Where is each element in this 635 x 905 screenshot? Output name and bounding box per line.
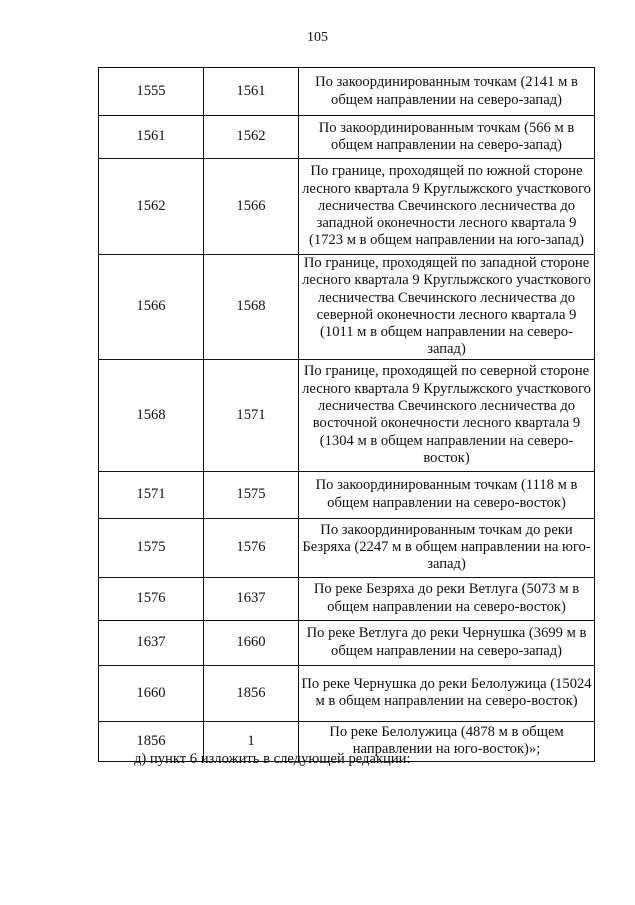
table-row (99, 620, 595, 665)
boundary-description-cell: По закоординированным точкам (2141 м в общем направлении на северо-запад) (299, 68, 595, 116)
to-point-cell: 1566 (204, 159, 299, 255)
to-point-cell: 1660 (204, 620, 299, 665)
page-number: 105 (307, 30, 328, 45)
table-row (99, 255, 595, 360)
table-body (99, 68, 595, 762)
to-point-cell: 1568 (204, 255, 299, 360)
to-point-cell: 1856 (204, 665, 299, 721)
from-point-cell: 1576 (99, 577, 204, 620)
from-point-cell: 1555 (99, 68, 204, 116)
boundary-description-cell: По границе, проходящей по западной стороне лесного квартала 9 Круглыжского участкового лесничества Свечинского лесничества до северной оконечности лесного квартала 9 (1011 м в общем направлении на северо-запад) (299, 255, 595, 360)
from-point-cell: 1856 (99, 721, 204, 761)
amendment-text: д) пункт 6 изложить в следующей редакции: (134, 751, 411, 767)
boundary-description-cell: По реке Ветлуга до реки Чернушка (3699 м в общем направлении на северо-запад) (299, 620, 595, 665)
to-point-cell: 1 (204, 721, 299, 761)
from-point-cell: 1660 (99, 665, 204, 721)
boundary-description-cell: По закоординированным точкам (566 м в общем направлении на северо-запад) (299, 116, 595, 159)
from-point-cell: 1562 (99, 159, 204, 255)
to-point-cell: 1562 (204, 116, 299, 159)
boundary-description-cell: По реке Белолужица (4878 м в общем направлении на юго-восток)»; (299, 721, 595, 761)
from-point-cell: 1566 (99, 255, 204, 360)
table-row (99, 518, 595, 577)
boundary-description-cell: По реке Безряха до реки Ветлуга (5073 м в общем направлении на северо-восток) (299, 577, 595, 620)
to-point-cell: 1575 (204, 471, 299, 518)
to-point-cell: 1571 (204, 359, 299, 471)
to-point-cell: 1561 (204, 68, 299, 116)
boundary-description-cell: По реке Чернушка до реки Белолужица (15024 м в общем направлении на северо-восток) (299, 665, 595, 721)
boundary-description-cell: По границе, проходящей по южной стороне лесного квартала 9 Круглыжского участкового лесничества Свечинского лесничества до западной оконечности лесного квартала 9 (1723 м в общем направлении на юго-запад) (299, 159, 595, 255)
from-point-cell: 1568 (99, 359, 204, 471)
table-row (99, 471, 595, 518)
from-point-cell: 1637 (99, 620, 204, 665)
boundary-description-cell: По закоординированным точкам до реки Безряха (2247 м в общем направлении на юго-запад) (299, 518, 595, 577)
table-row (99, 665, 595, 721)
to-point-cell: 1576 (204, 518, 299, 577)
table-row (99, 116, 595, 159)
table-row (99, 68, 595, 116)
boundary-description-cell: По границе, проходящей по северной стороне лесного квартала 9 Круглыжского участкового лесничества Свечинского лесничества до восточной оконечности лесного квартала 9 (1304 м в общем направлении на северо-восток) (299, 359, 595, 471)
table-row (99, 159, 595, 255)
boundary-points-table (98, 67, 595, 762)
table-row (99, 359, 595, 471)
table-row (99, 577, 595, 620)
from-point-cell: 1561 (99, 116, 204, 159)
from-point-cell: 1575 (99, 518, 204, 577)
to-point-cell: 1637 (204, 577, 299, 620)
from-point-cell: 1571 (99, 471, 204, 518)
boundary-description-cell: По закоординированным точкам (1118 м в общем направлении на северо-восток) (299, 471, 595, 518)
